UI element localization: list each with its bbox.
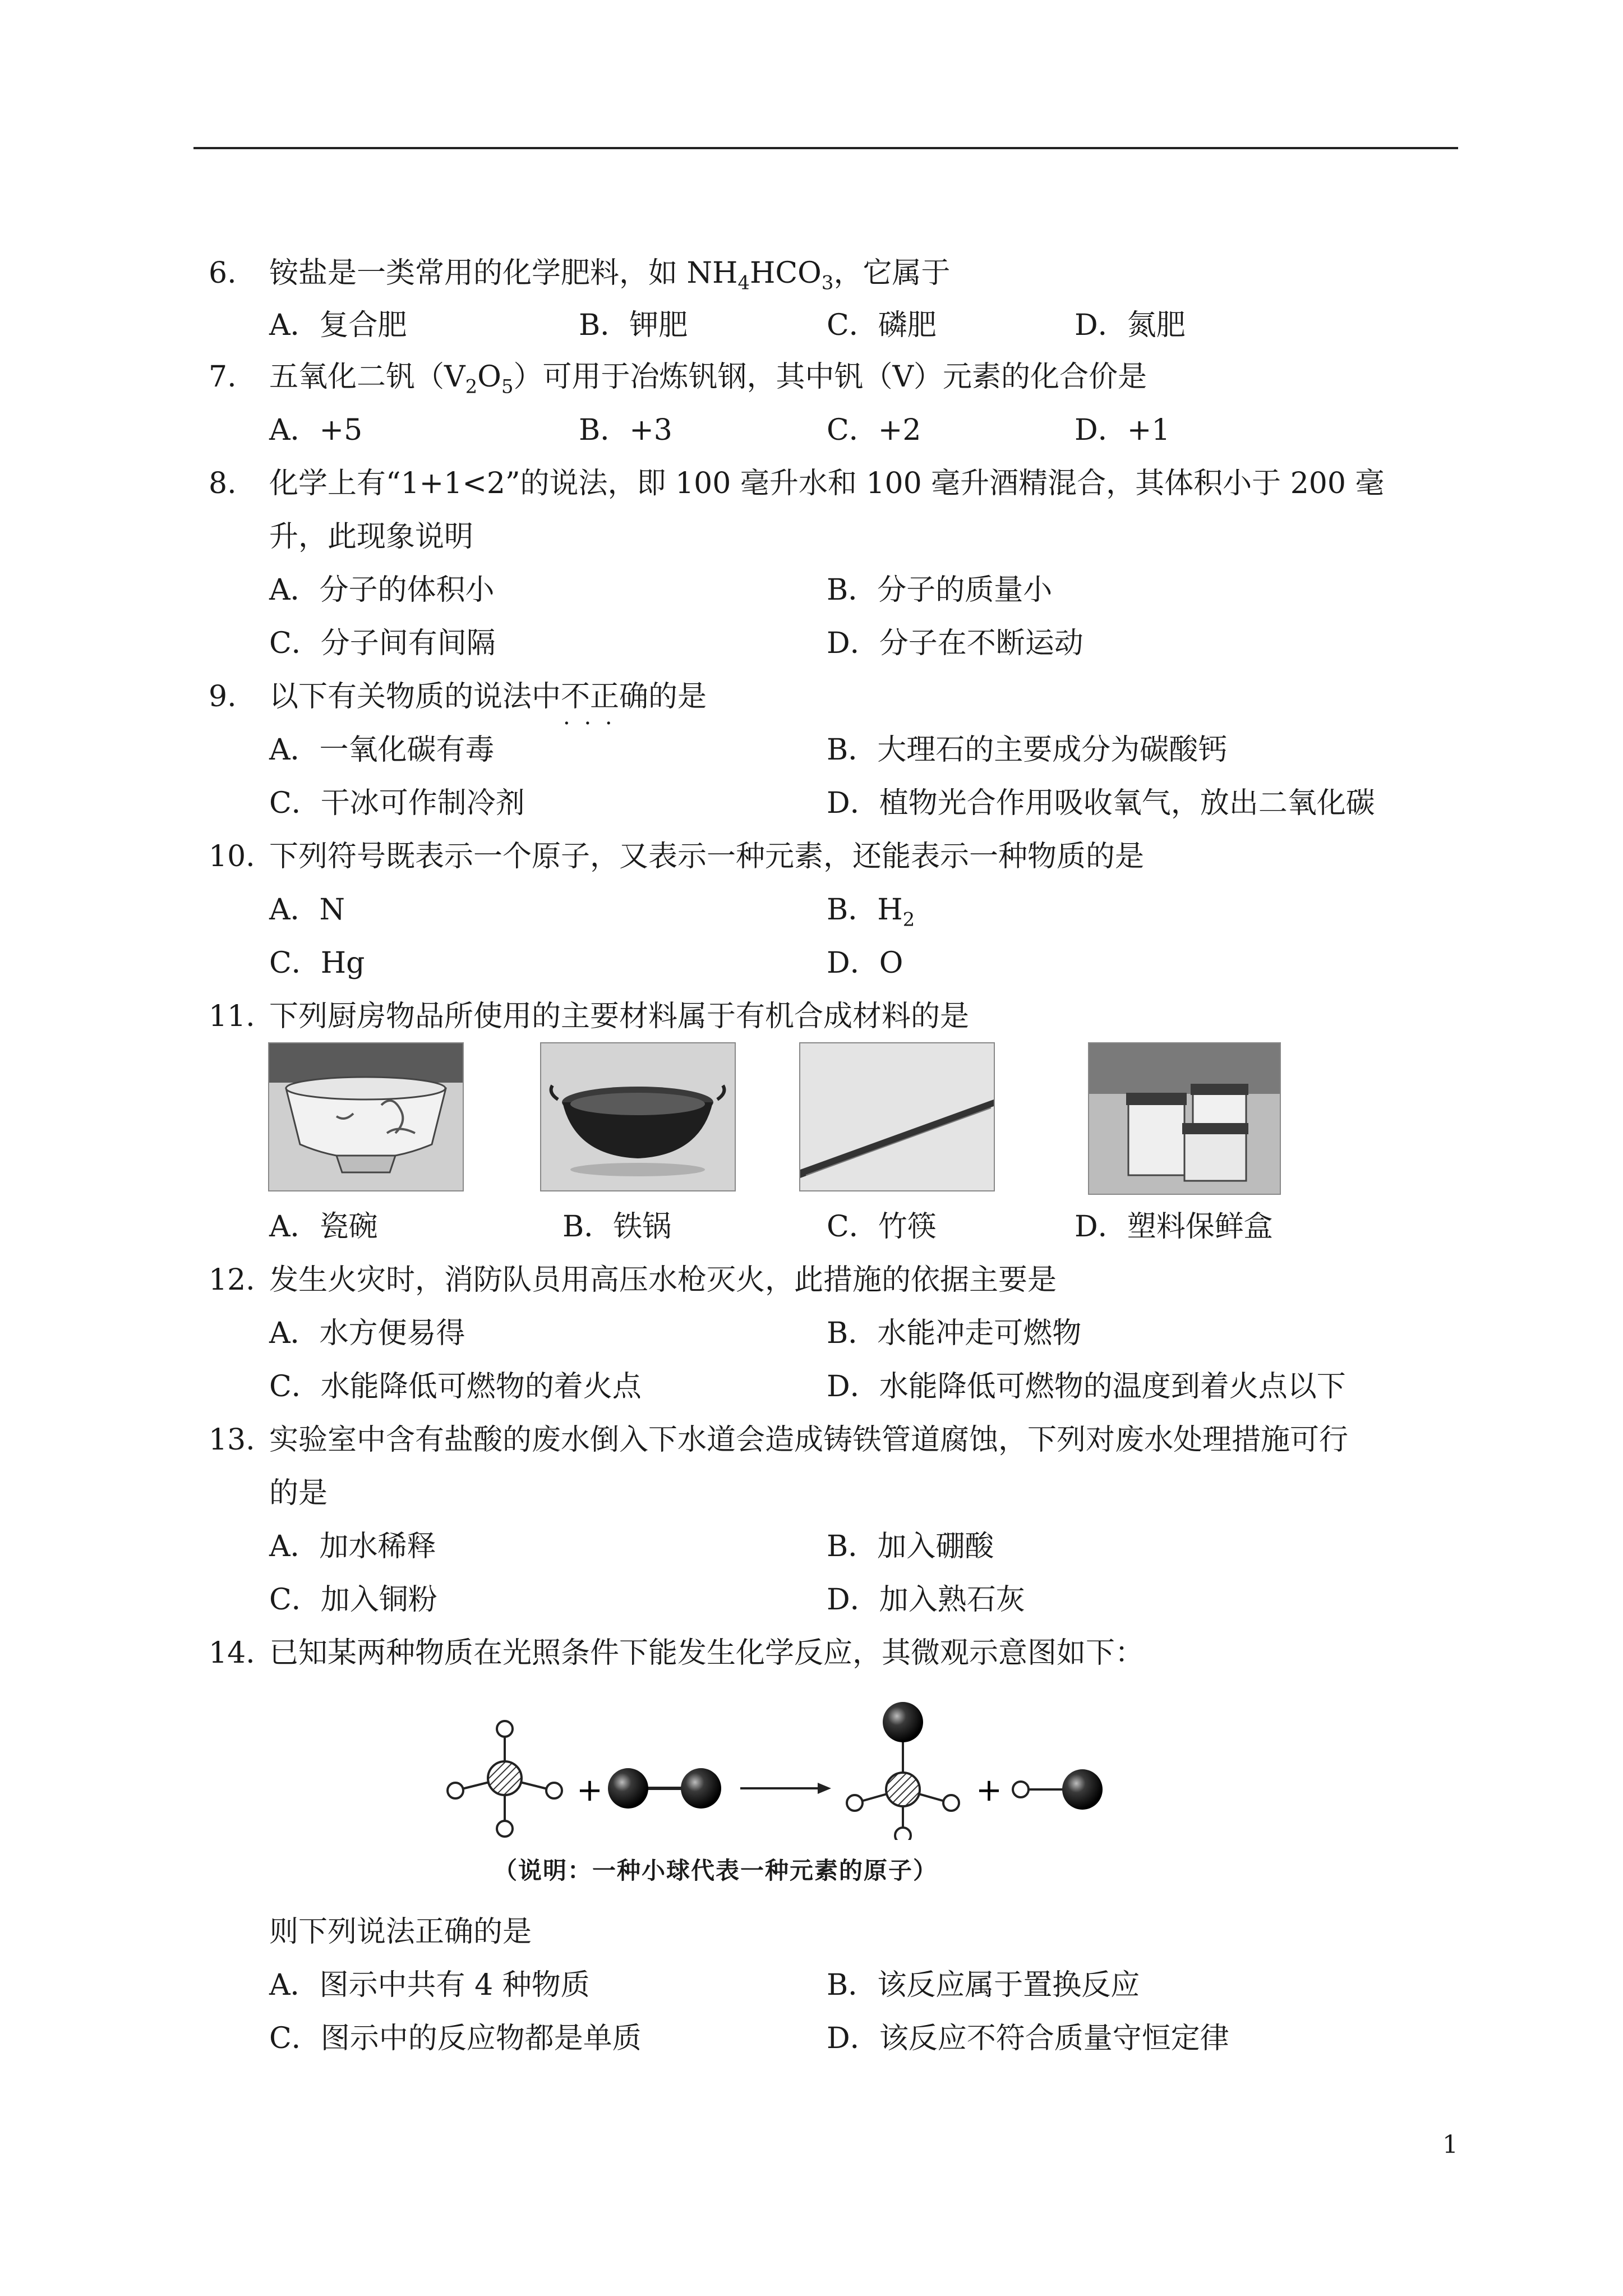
- q8-option-b: B．分子的质量小: [827, 573, 1053, 607]
- q11-number: 11.: [209, 1000, 255, 1033]
- q11-option-b: B．铁锅: [562, 1210, 672, 1244]
- q13-stem-line2: 的是: [269, 1476, 328, 1510]
- q12-stem: 发生火灾时，消防队员用高压水枪灭火，此措施的依据主要是: [269, 1263, 1057, 1297]
- q10-option-b: B．$H_2$: [827, 893, 915, 931]
- q10-option-c: C．Hg: [269, 946, 365, 980]
- q11-option-c: C．竹筷: [827, 1210, 937, 1244]
- hydrogen-chloride-molecule: [1013, 1769, 1103, 1810]
- q7-stem: 五氧化二钒$(V_2O_5)$可用于冶炼钒钢，其中钒（V）元素的化合价是: [269, 360, 1147, 398]
- q9-emphasis: 不正确 · · ·: [561, 680, 648, 714]
- q12-option-b: B．水能冲走可燃物: [827, 1317, 1082, 1350]
- chlorine-molecule: [608, 1768, 721, 1809]
- porcelain-bowl-image: [268, 1042, 464, 1191]
- q14-lead: 则下列说法正确的是: [269, 1915, 532, 1949]
- q8-stem-line1: 化学上有“1+1<2”的说法，即 100 毫升水和 100 毫升酒精混合，其体积小于 200 毫: [269, 467, 1385, 500]
- reaction-diagram: [437, 1694, 1133, 1840]
- q9-option-c: C．干冰可作制冷剂: [269, 786, 525, 820]
- q9-option-b: B．大理石的主要成分为碳酸钙: [827, 733, 1228, 767]
- q14-stem: 已知某两种物质在光照条件下能发生化学反应，其微观示意图如下：: [269, 1636, 1145, 1670]
- plus-sign-2: +: [976, 1772, 1002, 1809]
- q10-option-d: D．O: [827, 946, 903, 980]
- q10-number: 10.: [209, 840, 255, 873]
- q9-stem: 以下有关物质的说法中不正确 · · ·的是: [269, 679, 707, 715]
- q13-option-b: B．加入硼酸: [827, 1530, 994, 1563]
- plus-sign-1: +: [577, 1772, 603, 1809]
- q13-option-a: A．加水稀释: [269, 1530, 436, 1563]
- q9-number: 9.: [209, 680, 237, 714]
- q13-number: 13.: [209, 1423, 255, 1457]
- q8-stem-line2: 升，此现象说明: [269, 520, 474, 554]
- iron-wok-image: [540, 1042, 736, 1191]
- q7-number: 7.: [209, 360, 237, 394]
- q10-stem: 下列符号既表示一个原子，又表示一种元素，还能表示一种物质的是: [269, 840, 1145, 873]
- q6-option-b: B．钾肥: [579, 309, 688, 342]
- q14-option-d: D．该反应不符合质量守恒定律: [827, 2022, 1229, 2055]
- methane-molecule: [448, 1721, 562, 1837]
- q6-number: 6.: [209, 256, 237, 290]
- q6-option-c: C．磷肥: [827, 309, 937, 342]
- q12-option-d: D．水能降低可燃物的温度到着火点以下: [827, 1370, 1346, 1404]
- q12-option-c: C．水能降低可燃物的着火点: [269, 1370, 642, 1404]
- q13-option-c: C．加入铜粉: [269, 1583, 437, 1617]
- q8-number: 8.: [209, 467, 237, 500]
- q12-option-a: A．水方便易得: [269, 1317, 465, 1350]
- q14-option-c: C．图示中的反应物都是单质: [269, 2022, 642, 2055]
- q9-option-a: A．一氧化碳有毒: [269, 733, 495, 767]
- q6-stem: 铵盐是一类常用的化学肥料，如 $NH_4HCO_3$，它属于: [269, 256, 951, 295]
- q8-option-d: D．分子在不断运动: [827, 627, 1083, 660]
- q8-option-c: C．分子间有间隔: [269, 627, 496, 660]
- q14-number: 14.: [209, 1636, 255, 1670]
- q6-option-a: A．复合肥: [269, 309, 407, 342]
- q7-option-b: B．+3: [579, 413, 672, 447]
- q7-option-a: A．+5: [269, 413, 363, 447]
- q6-option-d: D．氮肥: [1075, 309, 1186, 342]
- q13-option-d: D．加入熟石灰: [827, 1583, 1025, 1617]
- q11-option-a: A．瓷碗: [269, 1210, 378, 1244]
- q14-option-a: A．图示中共有 4 种物质: [269, 1968, 590, 2002]
- bamboo-chopsticks-image: [799, 1042, 995, 1191]
- q7-option-d: D．+1: [1075, 413, 1170, 447]
- page-number: 1: [1442, 2131, 1458, 2159]
- q11-option-d: D．塑料保鲜盒: [1075, 1210, 1273, 1244]
- q10-option-a: A．N: [269, 893, 345, 927]
- q11-stem: 下列厨房物品所使用的主要材料属于有机合成材料的是: [269, 1000, 970, 1033]
- q14-option-b: B．该反应属于置换反应: [827, 1968, 1140, 2002]
- q8-option-a: A．分子的体积小: [269, 573, 495, 607]
- header-rule: [193, 147, 1458, 149]
- chloromethane-molecule: [847, 1702, 959, 1840]
- q13-stem-line1: 实验室中含有盐酸的废水倒入下水道会造成铸铁管道腐蚀，下列对废水处理措施可行: [269, 1423, 1349, 1457]
- q7-option-c: C．+2: [827, 413, 921, 447]
- plastic-container-image: [1088, 1042, 1281, 1195]
- q9-option-d: D．植物光合作用吸收氧气，放出二氧化碳: [827, 786, 1375, 820]
- diagram-note: （说明：一种小球代表一种元素的原子）: [494, 1857, 938, 1884]
- q12-number: 12.: [209, 1263, 255, 1297]
- reaction-arrow: [740, 1783, 831, 1794]
